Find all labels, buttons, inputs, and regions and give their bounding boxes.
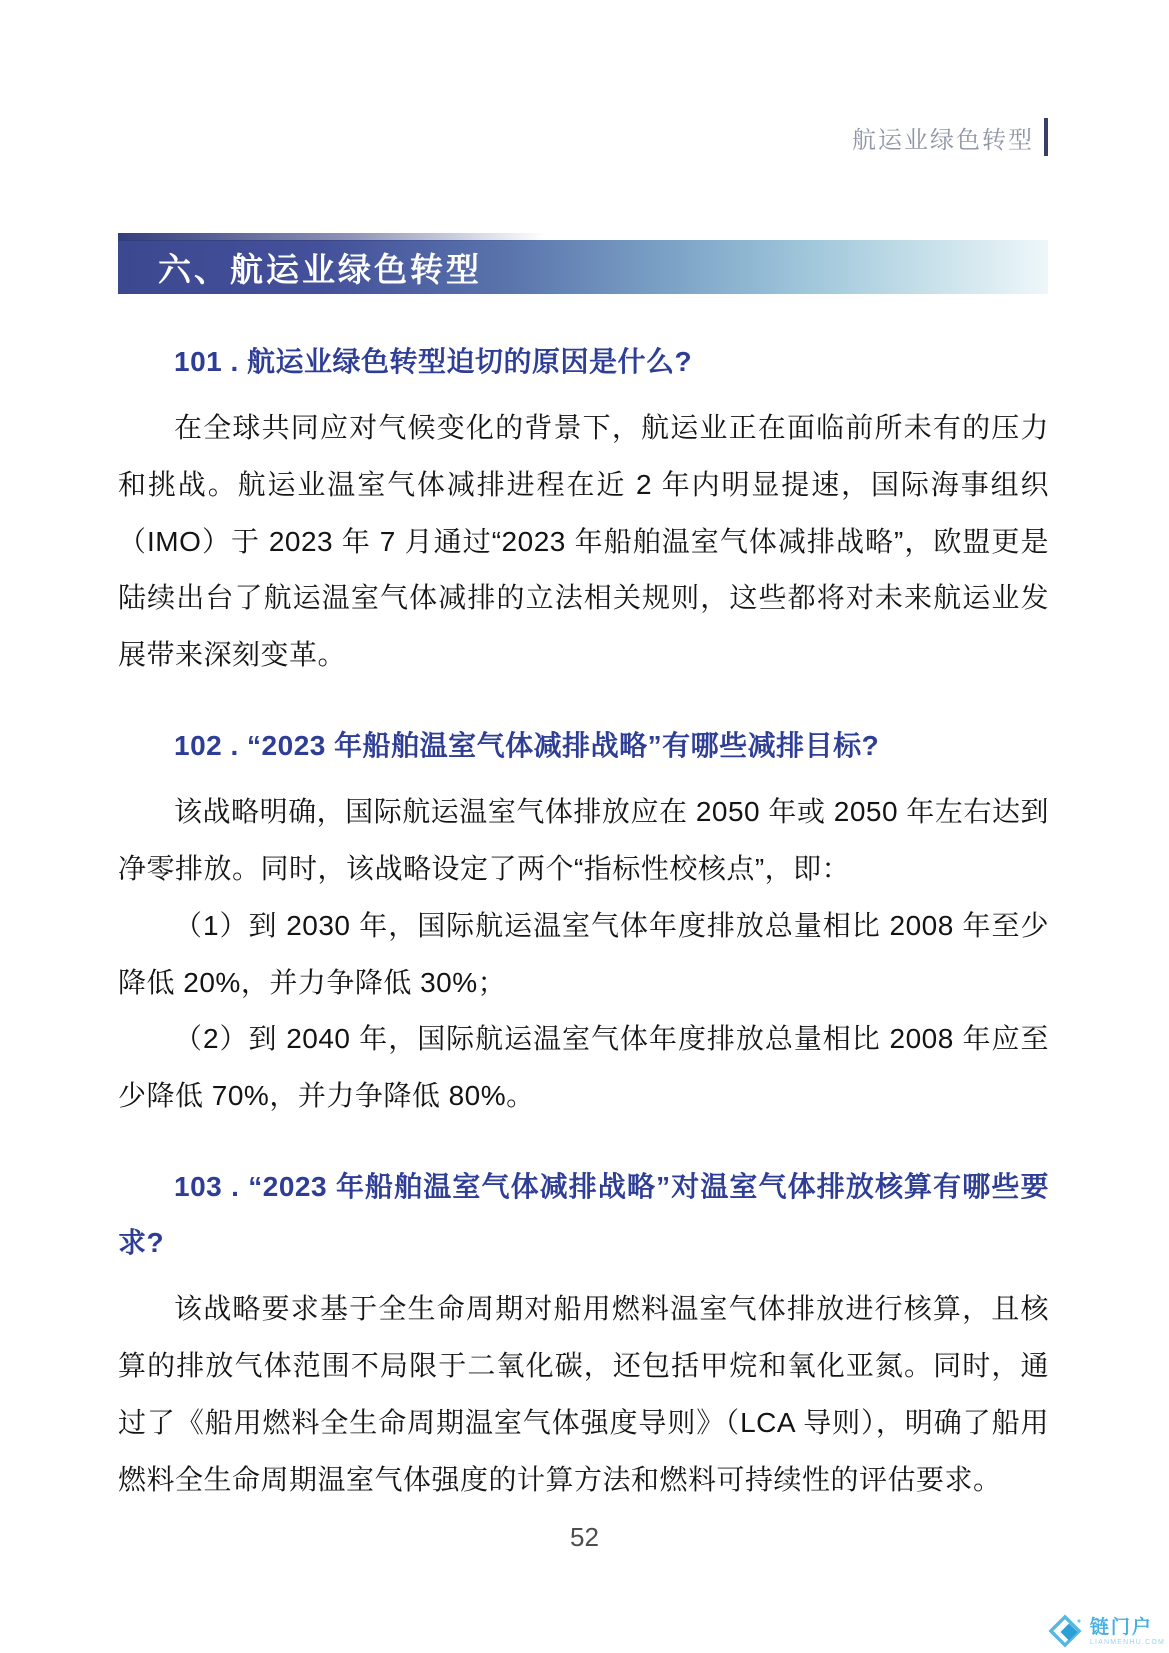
page-number: 52 [570,1522,599,1552]
paragraph: 该战略要求基于全生命周期对船用燃料温室气体排放进行核算，且核算的排放气体范围不局限于二氧化碳，还包括甲烷和氧化亚氮。同时，通过了《船用燃料全生命周期温室气体强度导则》（LCA 导则），明确了船用燃料全生命周期温室气体强度的计算方法和燃料可持续性的评估要求。 [118,1293,1049,1495]
running-header [0,116,1048,158]
lianmenhu-logo-name: 链门户 [1089,1617,1153,1638]
lianmenhu-logo-icon [1048,1614,1084,1650]
paragraph: 在全球共同应对气候变化的背景下，航运业正在面临前所未有的压力和挑战。航运业温室气体减排进程在近 2 年内明显提速，国际海事组织（IMO）于 2023 年 7 月通过“2023 年船舶温室气体减排战略”，欧盟更是陆续出台了航运温室气体减排的立法相关规则，这些都将对未来航运业发展带来深刻变革。 [118,412,1049,671]
running-header-label: 航运业绿色转型 [852,126,1034,154]
chapter-banner [118,240,1048,294]
page-content [118,300,1049,1508]
lianmenhu-logo [1048,1614,1165,1650]
lianmenhu-logo-text [1090,1618,1165,1646]
paragraph: （2）到 2040 年，国际航运温室气体年度排放总量相比 2008 年应至少降低 70%，并力争降低 80%。 [118,1023,1049,1112]
chapter-banner-title: 六、航运业绿色转型 [158,250,482,288]
header-rule [1044,118,1048,156]
question-heading-103: 103 . “2023 年船舶温室气体减排战略”对温室气体排放核算有哪些要求? [118,1171,1049,1259]
question-heading-101: 101 . 航运业绿色转型迫切的原因是什么? [174,346,693,377]
paragraph: （1）到 2030 年，国际航运温室气体年度排放总量相比 2008 年至少降低 20%，并力争降低 30%； [118,909,1049,998]
lianmenhu-logo-domain: LIANMENHU.COM [1089,1639,1165,1646]
paragraph: 该战略明确，国际航运温室气体排放应在 2050 年或 2050 年左右达到净零排放。同时，该战略设定了两个“指标性校核点”，即： [118,796,1049,884]
question-heading-102: 102 . “2023 年船舶温室气体减排战略”有哪些减排目标? [174,730,880,762]
